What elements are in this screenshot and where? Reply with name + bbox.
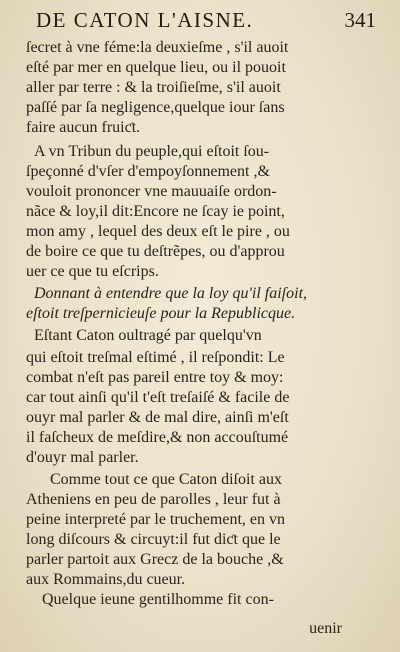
text-line: faire aucun fruiƈt. xyxy=(26,119,141,136)
text-line: aller par terre : & la troiſieſme, s'il auoit xyxy=(26,79,281,96)
text-line: nãce & loy,il dit:Encore ne ſcay ie point, xyxy=(26,203,285,220)
running-head: DE CATON L'AISNE. xyxy=(36,8,254,32)
catchword: uenir xyxy=(309,620,342,637)
text-line: aux Rommains,du cueur. xyxy=(26,571,186,588)
text-line: ouyr mal parler & de mal dire, ainſi m'eſt xyxy=(26,409,289,426)
text-line: ſecret à vne féme:la deuxieſme , s'il auoit xyxy=(26,39,289,56)
text-line: uer ce que tu eſcrips. xyxy=(26,263,159,280)
text-line: mon amy , lequel des deux eſt le pire , ou xyxy=(26,223,290,240)
text-line: d'ouyr mal parler. xyxy=(26,449,139,466)
text-line: combat n'eſt pas pareil entre toy & moy: xyxy=(26,369,284,386)
text-line: A vn Tribun du peuple,qui eſtoit ſou- xyxy=(34,143,270,160)
text-line: Atheniens en peu de parolles , leur fut à xyxy=(26,491,281,508)
text-line: Eſtant Caton oultragé par quelqu'vn xyxy=(34,327,262,344)
text-line: eſté par mer en quelque lieu, ou il pouoit xyxy=(26,59,286,76)
page-number: 341 xyxy=(344,8,376,32)
text-line: peine interpreté par le truchement, en vn xyxy=(26,511,285,528)
text-line: vouloit prononcer vne mauuaiſe ordon- xyxy=(26,183,277,200)
text-line: paſſé par ſa negligence,quelque iour ſans xyxy=(26,99,285,116)
text-line: Comme tout ce que Caton diſoit aux xyxy=(50,471,282,488)
text-line: parler partoit aux Grecz de la bouche ,& xyxy=(26,551,284,568)
text-line: qui eſtoit treſmal eſtimé , il reſpondit: Le xyxy=(26,349,285,366)
text-line: ſpeçonné d'vſer d'empoyſonnement ,& xyxy=(26,163,270,180)
text-line: car tout ainſi qu'il t'eſt treſaiſé & facile de xyxy=(26,389,290,406)
text-line: Donnant à entendre que la loy qu'il faiſoit, xyxy=(34,285,308,302)
text-line: Quelque ieune gentilhomme fit con- xyxy=(42,591,274,608)
text-line: long diſcours & circuyt:il fut diƈt que le xyxy=(26,531,281,548)
text-line: eſtoit treſpernicieuſe pour la Republicque. xyxy=(26,305,296,322)
page-header xyxy=(16,8,390,36)
text-line: de boire ce que tu deſtrẽpes, ou d'approu xyxy=(26,243,285,260)
text-line: il faſcheux de meſdire,& non accouſtumé xyxy=(26,429,289,446)
